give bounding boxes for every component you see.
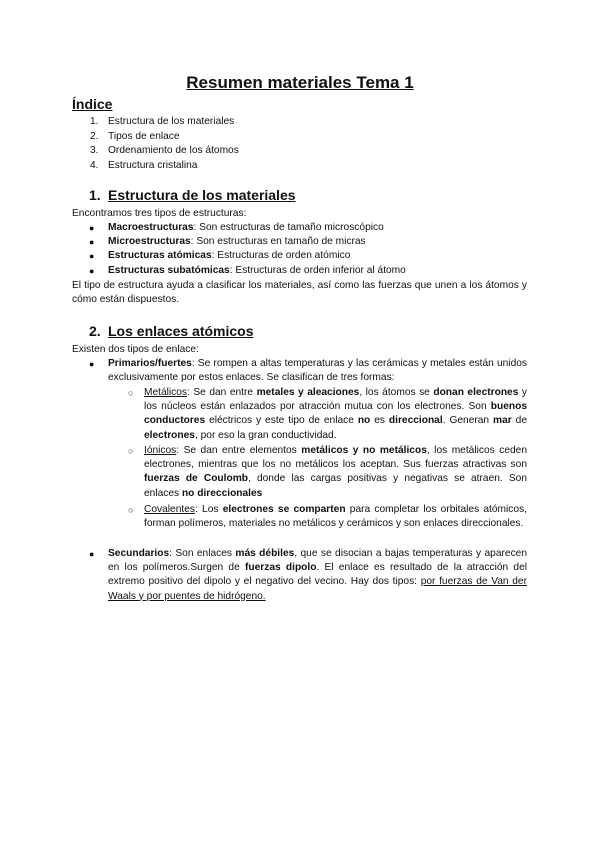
metallic-bond-item: ○ Metálicos: Se dan entre metales y aleaciones, los átomos se donan electrones y los núcleos están enlazados por atracción mutua con los electrones. Son buenos conductores eléctricos y este tipo de enlace no es direccional. Generan mar de electrones, por eso la gran conductividad.: [128, 386, 527, 443]
section-1-intro: Encontramos tres tipos de estructuras:: [72, 208, 247, 219]
section-1-heading: 1. Estructura de los materiales: [89, 187, 296, 203]
structure-types-list: [89, 221, 527, 278]
section-1-closing: El tipo de estructura ayuda a clasificar los materiales, así como las fuerzas que unen a los átomos y cómo están dispuestos.: [72, 280, 527, 306]
list-item: ● Estructuras subatómicas: Estructuras de orden inferior al átomo: [89, 264, 527, 278]
circle-bullet-icon: ○: [128, 505, 134, 515]
bullet-icon: ●: [89, 359, 95, 369]
bond-secondary-item: ● Secundarios: Son enlaces más débiles, que se disocian a bajas temperaturas y aparecen en los polímeros.Surgen de fuerzas dipolo. El enlace es resultado de la atracción del extremo positivo del dipolo y el negativo del vecino. Hay dos tipos: por fuerzas de Van der Waals y por puentes de hidrógeno.: [89, 547, 527, 604]
index-item: 4. Estructura cristalina: [90, 159, 198, 171]
index-heading: Índice: [72, 96, 113, 112]
circle-bullet-icon: ○: [128, 446, 134, 456]
bullet-icon: ●: [89, 251, 95, 262]
list-item: ● Microestructuras: Son estructuras en tamaño de micras: [89, 235, 527, 249]
circle-bullet-icon: ○: [128, 388, 134, 398]
bullet-icon: ●: [89, 223, 95, 233]
index-item: 2. Tipos de enlace: [90, 130, 180, 142]
covalent-bond-item: ○ Covalentes: Los electrones se comparten para completar los orbitales atómicos, forman polímeros, materiales no metálicos y cerámicos y son enlaces direccionales.: [128, 503, 527, 531]
index-item: 1. Estructura de los materiales: [90, 116, 235, 127]
bond-primary-item: ● Primarios/fuertes: Se rompen a altas temperaturas y las cerámicas y metales están unidos exclusivamente por estos enlaces. Se clasifican de tres formas:: [89, 357, 527, 385]
document-title: Resumen materiales Tema 1: [186, 73, 414, 92]
index-list: [90, 115, 239, 173]
list-item: ● Macroestructuras: Son estructuras de tamaño microscópico: [89, 221, 527, 235]
list-item: ● Estructuras atómicas: Estructuras de orden atómico: [89, 249, 527, 263]
index-item: 3. Ordenamiento de los átomos: [90, 145, 239, 157]
section-2-heading: 2. Los enlaces atómicos: [89, 323, 254, 339]
ionic-bond-item: ○ Iónicos: Se dan entre elementos metálicos y no metálicos, los metálicos ceden electrones, mientras que los no metálicos los aceptan. Sus fuerzas atractivas son fuerzas de Coulomb, donde las cargas positivas y negativas se atraen. Son enlaces no direccionales: [128, 444, 527, 501]
section-2-intro: Existen dos tipos de enlace:: [72, 344, 199, 355]
bullet-icon: ●: [89, 549, 95, 559]
bullet-icon: ●: [89, 265, 95, 276]
bullet-icon: ●: [89, 237, 95, 248]
